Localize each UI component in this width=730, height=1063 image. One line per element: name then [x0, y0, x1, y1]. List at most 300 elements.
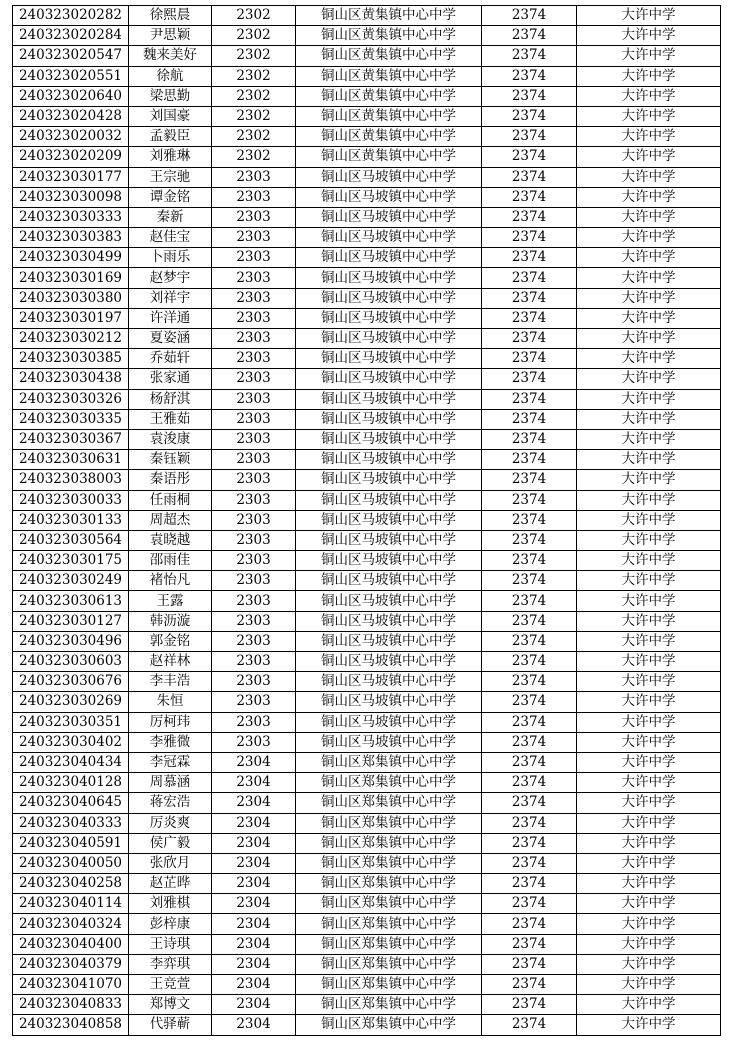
student-name-cell: 侯广毅: [129, 833, 212, 853]
admission-code-cell: 2374: [482, 26, 577, 46]
class-code-cell: 2304: [212, 975, 296, 995]
table-row: [13, 611, 721, 631]
table-row: [13, 954, 721, 974]
class-code-cell: 2303: [212, 672, 296, 692]
table-row: [13, 853, 721, 873]
table-row: [13, 551, 721, 571]
class-code-cell: 2302: [212, 106, 296, 126]
student-id-cell: 240323030385: [13, 349, 129, 369]
student-name-cell: 魏来美好: [129, 46, 212, 66]
admission-code-cell: 2374: [482, 954, 577, 974]
table-row: [13, 894, 721, 914]
student-name-cell: 王竞萱: [129, 975, 212, 995]
student-name-cell: 刘雅棋: [129, 894, 212, 914]
student-id-cell: 240323030169: [13, 268, 129, 288]
student-id-cell: 240323030676: [13, 672, 129, 692]
class-code-cell: 2302: [212, 46, 296, 66]
student-id-cell: 240323020284: [13, 26, 129, 46]
destination-school-cell: 大许中学: [577, 167, 721, 187]
admission-code-cell: 2374: [482, 995, 577, 1015]
school-name-cell: 铜山区马坡镇中心中学: [296, 167, 482, 187]
student-id-cell: 240323038003: [13, 470, 129, 490]
destination-school-cell: 大许中学: [577, 228, 721, 248]
admission-code-cell: 2374: [482, 551, 577, 571]
destination-school-cell: 大许中学: [577, 914, 721, 934]
admission-code-cell: 2374: [482, 349, 577, 369]
table-row: [13, 510, 721, 530]
student-id-cell: 240323020551: [13, 66, 129, 86]
school-name-cell: 铜山区马坡镇中心中学: [296, 692, 482, 712]
destination-school-cell: 大许中学: [577, 147, 721, 167]
admission-code-cell: 2374: [482, 894, 577, 914]
student-name-cell: 李冠霖: [129, 752, 212, 772]
school-name-cell: 铜山区郑集镇中心中学: [296, 975, 482, 995]
student-name-cell: 乔茹轩: [129, 349, 212, 369]
class-code-cell: 2303: [212, 450, 296, 470]
destination-school-cell: 大许中学: [577, 308, 721, 328]
destination-school-cell: 大许中学: [577, 470, 721, 490]
student-name-cell: 彭梓康: [129, 914, 212, 934]
school-name-cell: 铜山区黄集镇中心中学: [296, 26, 482, 46]
student-name-cell: 夏姿涵: [129, 329, 212, 349]
class-code-cell: 2303: [212, 712, 296, 732]
destination-school-cell: 大许中学: [577, 66, 721, 86]
table-row: [13, 672, 721, 692]
student-name-cell: 赵梦宇: [129, 268, 212, 288]
destination-school-cell: 大许中学: [577, 571, 721, 591]
student-name-cell: 郑博文: [129, 995, 212, 1015]
class-code-cell: 2304: [212, 853, 296, 873]
destination-school-cell: 大许中学: [577, 611, 721, 631]
school-name-cell: 铜山区马坡镇中心中学: [296, 429, 482, 449]
school-name-cell: 铜山区马坡镇中心中学: [296, 207, 482, 227]
school-name-cell: 铜山区马坡镇中心中学: [296, 530, 482, 550]
destination-school-cell: 大许中学: [577, 672, 721, 692]
student-id-cell: 240323030249: [13, 571, 129, 591]
school-name-cell: 铜山区郑集镇中心中学: [296, 874, 482, 894]
student-id-cell: 240323030613: [13, 591, 129, 611]
school-name-cell: 铜山区黄集镇中心中学: [296, 127, 482, 147]
admission-code-cell: 2374: [482, 187, 577, 207]
class-code-cell: 2303: [212, 349, 296, 369]
student-id-cell: 240323020209: [13, 147, 129, 167]
student-id-cell: 240323040128: [13, 773, 129, 793]
class-code-cell: 2302: [212, 127, 296, 147]
destination-school-cell: 大许中学: [577, 248, 721, 268]
school-name-cell: 铜山区马坡镇中心中学: [296, 409, 482, 429]
table-row: [13, 712, 721, 732]
destination-school-cell: 大许中学: [577, 530, 721, 550]
class-code-cell: 2303: [212, 611, 296, 631]
class-code-cell: 2302: [212, 26, 296, 46]
admission-code-cell: 2374: [482, 975, 577, 995]
admission-code-cell: 2374: [482, 389, 577, 409]
student-id-cell: 240323020428: [13, 106, 129, 126]
admission-code-cell: 2374: [482, 450, 577, 470]
table-row: [13, 409, 721, 429]
student-name-cell: 秦钰颖: [129, 450, 212, 470]
student-name-cell: 李丰浩: [129, 672, 212, 692]
class-code-cell: 2303: [212, 288, 296, 308]
class-code-cell: 2303: [212, 167, 296, 187]
student-name-cell: 任雨桐: [129, 490, 212, 510]
school-name-cell: 铜山区黄集镇中心中学: [296, 6, 482, 26]
admission-code-cell: 2374: [482, 571, 577, 591]
class-code-cell: 2303: [212, 329, 296, 349]
class-code-cell: 2302: [212, 147, 296, 167]
admission-code-cell: 2374: [482, 127, 577, 147]
class-code-cell: 2303: [212, 530, 296, 550]
admission-code-cell: 2374: [482, 490, 577, 510]
destination-school-cell: 大许中学: [577, 288, 721, 308]
table-row: [13, 934, 721, 954]
admission-code-cell: 2374: [482, 248, 577, 268]
student-name-cell: 王宗驰: [129, 167, 212, 187]
student-id-cell: 240323030177: [13, 167, 129, 187]
class-code-cell: 2303: [212, 409, 296, 429]
destination-school-cell: 大许中学: [577, 833, 721, 853]
destination-school-cell: 大许中学: [577, 631, 721, 651]
student-name-cell: 李弈琪: [129, 954, 212, 974]
student-name-cell: 周超杰: [129, 510, 212, 530]
table-row: [13, 429, 721, 449]
student-id-cell: 240323030326: [13, 389, 129, 409]
destination-school-cell: 大许中学: [577, 934, 721, 954]
school-name-cell: 铜山区黄集镇中心中学: [296, 46, 482, 66]
class-code-cell: 2303: [212, 308, 296, 328]
admission-code-cell: 2374: [482, 510, 577, 530]
class-code-cell: 2302: [212, 86, 296, 106]
table-row: [13, 995, 721, 1015]
admission-code-cell: 2374: [482, 147, 577, 167]
destination-school-cell: 大许中学: [577, 389, 721, 409]
admission-code-cell: 2374: [482, 914, 577, 934]
table-row: [13, 6, 721, 26]
admission-code-cell: 2374: [482, 106, 577, 126]
school-name-cell: 铜山区马坡镇中心中学: [296, 349, 482, 369]
student-id-cell: 240323030438: [13, 369, 129, 389]
destination-school-cell: 大许中学: [577, 106, 721, 126]
class-code-cell: 2303: [212, 510, 296, 530]
school-name-cell: 铜山区马坡镇中心中学: [296, 652, 482, 672]
table-row: [13, 106, 721, 126]
student-name-cell: 厉炎爽: [129, 813, 212, 833]
class-code-cell: 2304: [212, 833, 296, 853]
student-id-cell: 240323040324: [13, 914, 129, 934]
student-name-cell: 卜雨乐: [129, 248, 212, 268]
student-id-cell: 240323040833: [13, 995, 129, 1015]
school-name-cell: 铜山区马坡镇中心中学: [296, 490, 482, 510]
student-id-cell: 240323030333: [13, 207, 129, 227]
student-name-cell: 郭金铭: [129, 631, 212, 651]
student-id-cell: 240323040434: [13, 752, 129, 772]
class-code-cell: 2304: [212, 1015, 296, 1035]
admission-code-cell: 2374: [482, 6, 577, 26]
class-code-cell: 2304: [212, 995, 296, 1015]
admission-code-cell: 2374: [482, 732, 577, 752]
destination-school-cell: 大许中学: [577, 429, 721, 449]
table-row: [13, 389, 721, 409]
student-name-cell: 李雅微: [129, 732, 212, 752]
school-name-cell: 铜山区马坡镇中心中学: [296, 631, 482, 651]
destination-school-cell: 大许中学: [577, 127, 721, 147]
student-id-cell: 240323040645: [13, 793, 129, 813]
admission-code-cell: 2374: [482, 833, 577, 853]
student-name-cell: 赵祥林: [129, 652, 212, 672]
student-name-cell: 邵雨佳: [129, 551, 212, 571]
class-code-cell: 2303: [212, 369, 296, 389]
student-name-cell: 张欣月: [129, 853, 212, 873]
admission-code-cell: 2374: [482, 429, 577, 449]
admission-code-cell: 2374: [482, 268, 577, 288]
admission-code-cell: 2374: [482, 308, 577, 328]
class-code-cell: 2303: [212, 248, 296, 268]
admission-code-cell: 2374: [482, 752, 577, 772]
destination-school-cell: 大许中学: [577, 268, 721, 288]
student-name-cell: 刘雅琳: [129, 147, 212, 167]
student-name-cell: 徐熙晨: [129, 6, 212, 26]
student-id-cell: 240323020547: [13, 46, 129, 66]
school-name-cell: 铜山区马坡镇中心中学: [296, 268, 482, 288]
destination-school-cell: 大许中学: [577, 773, 721, 793]
class-code-cell: 2303: [212, 591, 296, 611]
school-name-cell: 铜山区郑集镇中心中学: [296, 793, 482, 813]
student-name-cell: 王露: [129, 591, 212, 611]
class-code-cell: 2304: [212, 752, 296, 772]
admission-code-cell: 2374: [482, 228, 577, 248]
school-name-cell: 铜山区马坡镇中心中学: [296, 389, 482, 409]
school-name-cell: 铜山区马坡镇中心中学: [296, 288, 482, 308]
class-code-cell: 2302: [212, 6, 296, 26]
school-name-cell: 铜山区马坡镇中心中学: [296, 308, 482, 328]
admission-code-cell: 2374: [482, 470, 577, 490]
student-id-cell: 240323040858: [13, 1015, 129, 1035]
admission-code-cell: 2374: [482, 591, 577, 611]
class-code-cell: 2304: [212, 793, 296, 813]
school-name-cell: 铜山区马坡镇中心中学: [296, 329, 482, 349]
destination-school-cell: 大许中学: [577, 692, 721, 712]
destination-school-cell: 大许中学: [577, 329, 721, 349]
admission-code-cell: 2374: [482, 329, 577, 349]
student-name-cell: 袁浚康: [129, 429, 212, 449]
table-row: [13, 450, 721, 470]
admission-roster-table: [12, 5, 721, 1036]
destination-school-cell: 大许中学: [577, 995, 721, 1015]
school-name-cell: 铜山区马坡镇中心中学: [296, 228, 482, 248]
school-name-cell: 铜山区郑集镇中心中学: [296, 995, 482, 1015]
admission-code-cell: 2374: [482, 934, 577, 954]
destination-school-cell: 大许中学: [577, 369, 721, 389]
student-id-cell: 240323020032: [13, 127, 129, 147]
class-code-cell: 2303: [212, 228, 296, 248]
table-row: [13, 591, 721, 611]
class-code-cell: 2304: [212, 773, 296, 793]
table-row: [13, 369, 721, 389]
school-name-cell: 铜山区郑集镇中心中学: [296, 752, 482, 772]
destination-school-cell: 大许中学: [577, 793, 721, 813]
admission-code-cell: 2374: [482, 530, 577, 550]
class-code-cell: 2303: [212, 268, 296, 288]
admission-code-cell: 2374: [482, 167, 577, 187]
class-code-cell: 2303: [212, 490, 296, 510]
student-name-cell: 尹思颖: [129, 26, 212, 46]
class-code-cell: 2304: [212, 934, 296, 954]
table-row: [13, 167, 721, 187]
student-id-cell: 240323030367: [13, 429, 129, 449]
destination-school-cell: 大许中学: [577, 813, 721, 833]
school-name-cell: 铜山区郑集镇中心中学: [296, 813, 482, 833]
student-id-cell: 240323030098: [13, 187, 129, 207]
admission-code-cell: 2374: [482, 652, 577, 672]
school-name-cell: 铜山区马坡镇中心中学: [296, 187, 482, 207]
student-id-cell: 240323041070: [13, 975, 129, 995]
table-row: [13, 914, 721, 934]
student-name-cell: 徐航: [129, 66, 212, 86]
destination-school-cell: 大许中学: [577, 652, 721, 672]
admission-code-cell: 2374: [482, 66, 577, 86]
destination-school-cell: 大许中学: [577, 349, 721, 369]
student-id-cell: 240323040050: [13, 853, 129, 873]
admission-code-cell: 2374: [482, 813, 577, 833]
school-name-cell: 铜山区马坡镇中心中学: [296, 248, 482, 268]
class-code-cell: 2304: [212, 874, 296, 894]
student-id-cell: 240323030127: [13, 611, 129, 631]
school-name-cell: 铜山区郑集镇中心中学: [296, 853, 482, 873]
student-name-cell: 孟毅臣: [129, 127, 212, 147]
student-name-cell: 杨舒淇: [129, 389, 212, 409]
table-row: [13, 26, 721, 46]
school-name-cell: 铜山区黄集镇中心中学: [296, 147, 482, 167]
destination-school-cell: 大许中学: [577, 409, 721, 429]
student-id-cell: 240323030383: [13, 228, 129, 248]
student-name-cell: 谭金铭: [129, 187, 212, 207]
student-name-cell: 张家通: [129, 369, 212, 389]
school-name-cell: 铜山区马坡镇中心中学: [296, 551, 482, 571]
table-row: [13, 147, 721, 167]
table-row: [13, 187, 721, 207]
student-id-cell: 240323040333: [13, 813, 129, 833]
school-name-cell: 铜山区马坡镇中心中学: [296, 712, 482, 732]
destination-school-cell: 大许中学: [577, 86, 721, 106]
table-row: [13, 127, 721, 147]
class-code-cell: 2303: [212, 551, 296, 571]
admission-code-cell: 2374: [482, 86, 577, 106]
student-name-cell: 秦新: [129, 207, 212, 227]
class-code-cell: 2303: [212, 429, 296, 449]
student-id-cell: 240323040591: [13, 833, 129, 853]
school-name-cell: 铜山区马坡镇中心中学: [296, 369, 482, 389]
school-name-cell: 铜山区马坡镇中心中学: [296, 571, 482, 591]
student-id-cell: 240323020282: [13, 6, 129, 26]
student-name-cell: 梁思勤: [129, 86, 212, 106]
admission-code-cell: 2374: [482, 1015, 577, 1035]
student-id-cell: 240323030269: [13, 692, 129, 712]
table-row: [13, 793, 721, 813]
table-row: [13, 490, 721, 510]
admission-code-cell: 2374: [482, 672, 577, 692]
destination-school-cell: 大许中学: [577, 591, 721, 611]
table-row: [13, 86, 721, 106]
table-row: [13, 975, 721, 995]
table-row: [13, 874, 721, 894]
table-row: [13, 329, 721, 349]
student-name-cell: 代驿蕲: [129, 1015, 212, 1035]
table-row: [13, 66, 721, 86]
class-code-cell: 2303: [212, 470, 296, 490]
admission-code-cell: 2374: [482, 793, 577, 813]
student-name-cell: 蒋宏浩: [129, 793, 212, 813]
student-name-cell: 赵佳宝: [129, 228, 212, 248]
table-row: [13, 248, 721, 268]
class-code-cell: 2303: [212, 732, 296, 752]
destination-school-cell: 大许中学: [577, 187, 721, 207]
destination-school-cell: 大许中学: [577, 874, 721, 894]
table-row: [13, 773, 721, 793]
admission-code-cell: 2374: [482, 611, 577, 631]
student-id-cell: 240323040258: [13, 874, 129, 894]
admission-code-cell: 2374: [482, 853, 577, 873]
destination-school-cell: 大许中学: [577, 551, 721, 571]
destination-school-cell: 大许中学: [577, 450, 721, 470]
roster-body: [13, 6, 721, 1036]
admission-code-cell: 2374: [482, 874, 577, 894]
student-name-cell: 褚怡凡: [129, 571, 212, 591]
student-id-cell: 240323040379: [13, 954, 129, 974]
student-name-cell: 厉柯玮: [129, 712, 212, 732]
student-id-cell: 240323030631: [13, 450, 129, 470]
school-name-cell: 铜山区马坡镇中心中学: [296, 672, 482, 692]
class-code-cell: 2303: [212, 187, 296, 207]
student-id-cell: 240323030380: [13, 288, 129, 308]
school-name-cell: 铜山区黄集镇中心中学: [296, 66, 482, 86]
student-name-cell: 赵芷晔: [129, 874, 212, 894]
table-row: [13, 833, 721, 853]
student-id-cell: 240323030133: [13, 510, 129, 530]
admission-code-cell: 2374: [482, 692, 577, 712]
table-row: [13, 349, 721, 369]
school-name-cell: 铜山区郑集镇中心中学: [296, 934, 482, 954]
school-name-cell: 铜山区郑集镇中心中学: [296, 1015, 482, 1035]
school-name-cell: 铜山区黄集镇中心中学: [296, 86, 482, 106]
table-row: [13, 268, 721, 288]
table-row: [13, 752, 721, 772]
destination-school-cell: 大许中学: [577, 1015, 721, 1035]
student-name-cell: 许洋通: [129, 308, 212, 328]
destination-school-cell: 大许中学: [577, 510, 721, 530]
student-id-cell: 240323040400: [13, 934, 129, 954]
table-row: [13, 813, 721, 833]
student-id-cell: 240323030197: [13, 308, 129, 328]
school-name-cell: 铜山区郑集镇中心中学: [296, 833, 482, 853]
admission-code-cell: 2374: [482, 409, 577, 429]
destination-school-cell: 大许中学: [577, 46, 721, 66]
destination-school-cell: 大许中学: [577, 975, 721, 995]
school-name-cell: 铜山区马坡镇中心中学: [296, 591, 482, 611]
class-code-cell: 2302: [212, 66, 296, 86]
destination-school-cell: 大许中学: [577, 954, 721, 974]
school-name-cell: 铜山区郑集镇中心中学: [296, 773, 482, 793]
table-row: [13, 308, 721, 328]
destination-school-cell: 大许中学: [577, 732, 721, 752]
table-row: [13, 530, 721, 550]
student-id-cell: 240323030335: [13, 409, 129, 429]
destination-school-cell: 大许中学: [577, 752, 721, 772]
school-name-cell: 铜山区马坡镇中心中学: [296, 470, 482, 490]
destination-school-cell: 大许中学: [577, 207, 721, 227]
class-code-cell: 2304: [212, 894, 296, 914]
student-name-cell: 袁晓越: [129, 530, 212, 550]
class-code-cell: 2303: [212, 389, 296, 409]
